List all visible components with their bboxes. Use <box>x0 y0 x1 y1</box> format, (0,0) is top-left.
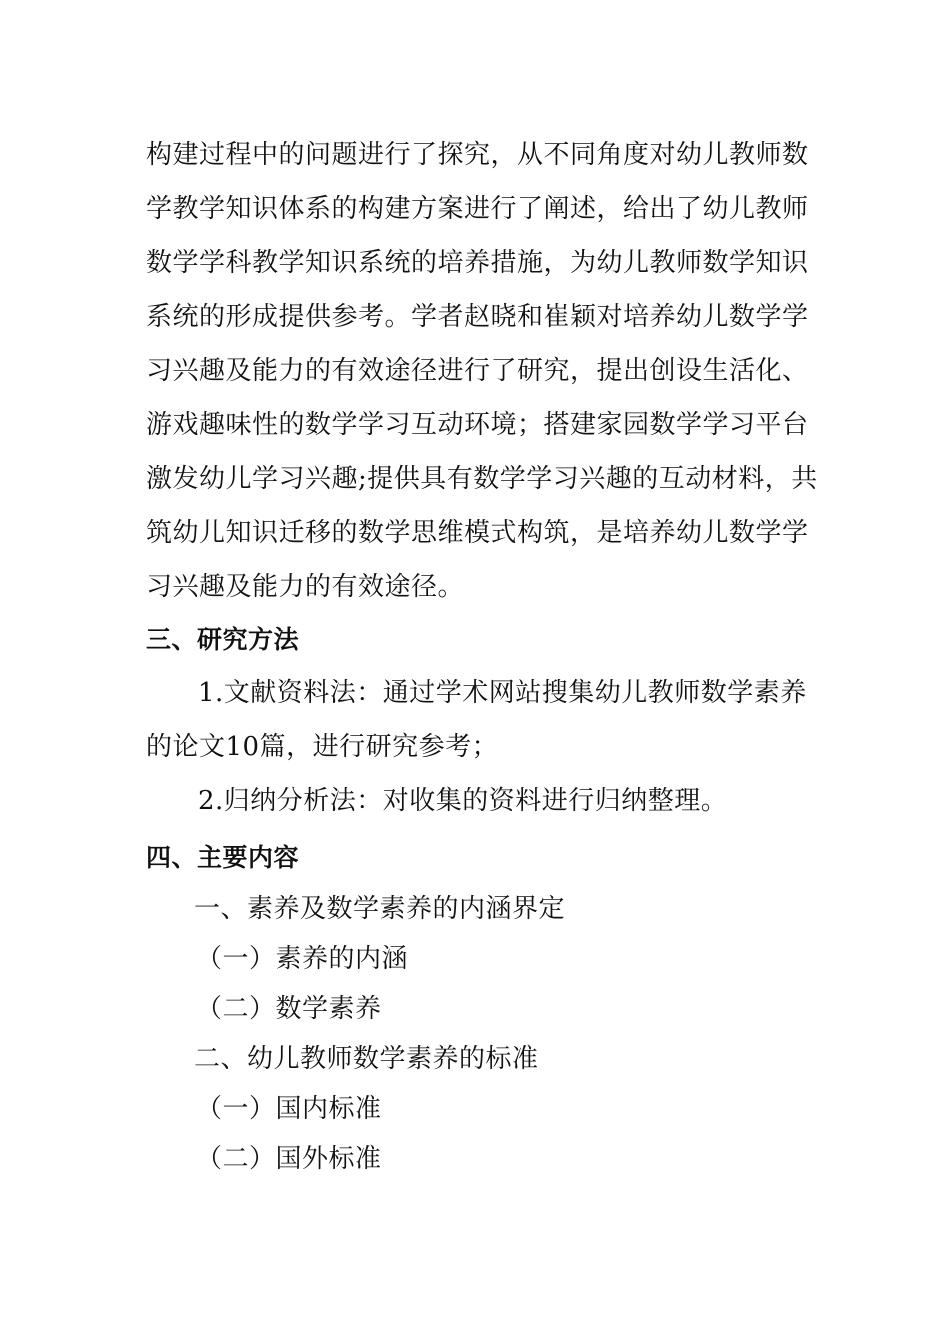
paragraph-line: 激发幼儿学习兴趣;提供具有数学学习兴趣的互动材料，共 <box>146 464 818 494</box>
method-item-literature-continued: 的论文10篇，进行研究参考； <box>146 732 499 762</box>
outline-subitem: （二）国外标准 <box>196 1144 382 1174</box>
paragraph-line: 游戏趣味性的数学学习互动环境；搭建家园数学学习平台 <box>146 410 809 440</box>
outline-subitem: （一）素养的内涵 <box>196 944 409 974</box>
outline-subitem: （一）国内标准 <box>196 1094 382 1124</box>
paragraph-line: 筑幼儿知识迁移的数学思维模式构筑，是培养幼儿数学学 <box>146 518 809 548</box>
paragraph-line: 数学学科教学知识系统的培养措施，为幼儿教师数学知识 <box>146 248 809 278</box>
outline-item: 一、素养及数学素养的内涵界定 <box>194 894 566 924</box>
method-item-inductive-analysis: 2.归纳分析法：对收集的资料进行归纳整理。 <box>198 786 728 816</box>
document-body <box>146 128 818 1184</box>
paragraph-line: 习兴趣及能力的有效途径。 <box>146 572 465 602</box>
paragraph-line: 习兴趣及能力的有效途径进行了研究，提出创设生活化、 <box>146 356 809 386</box>
method-item-literature: 1.文献资料法：通过学术网站搜集幼儿教师数学素养 <box>198 678 807 708</box>
outline-item: 二、幼儿教师数学素养的标准 <box>194 1044 539 1074</box>
research-methods-section <box>146 614 806 828</box>
section-heading-research-methods: 三、研究方法 <box>146 625 300 654</box>
main-content-section <box>146 832 806 1184</box>
paragraph-line: 构建过程中的问题进行了探究，从不同角度对幼儿教师数 <box>146 140 809 170</box>
paragraph-line: 系统的形成提供参考。学者赵晓和崔颖对培养幼儿数学学 <box>146 302 809 332</box>
literature-review-paragraph <box>146 128 818 614</box>
paragraph-line: 学教学知识体系的构建方案进行了阐述，给出了幼儿教师 <box>146 194 809 224</box>
outline-subitem: （二）数学素养 <box>196 994 382 1024</box>
section-heading-main-content: 四、主要内容 <box>146 843 300 872</box>
